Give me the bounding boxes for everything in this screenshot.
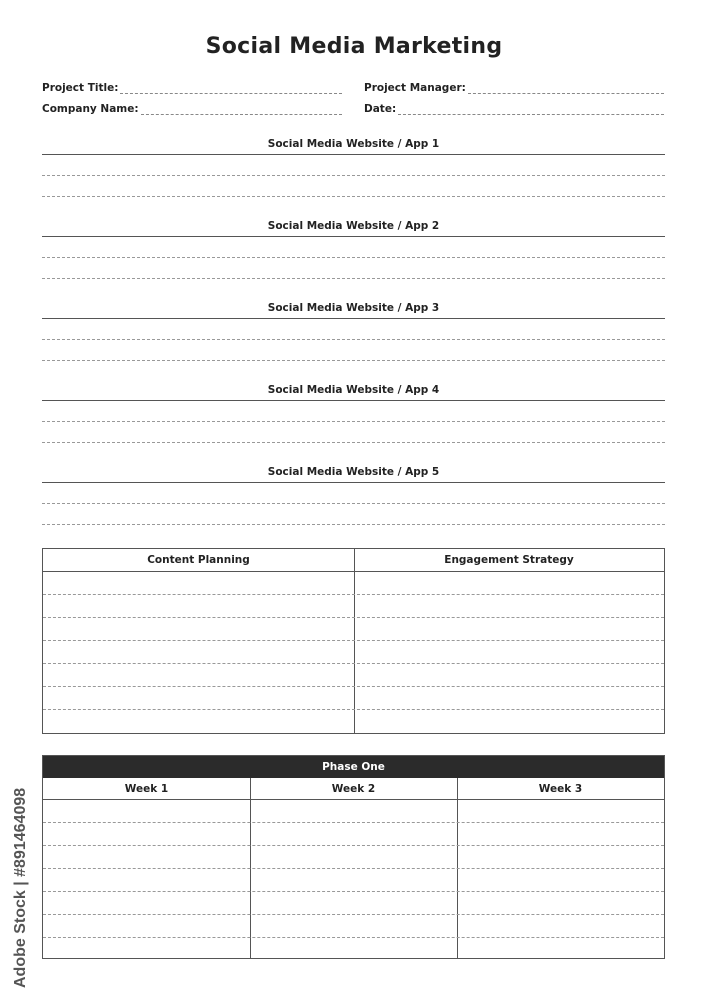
watermark-text: Adobe Stock | #891464098 — [12, 787, 29, 988]
table-row[interactable] — [43, 686, 664, 687]
phase-title: Phase One — [43, 756, 664, 778]
writing-line[interactable] — [42, 442, 665, 443]
writing-line[interactable] — [42, 524, 665, 525]
stock-watermark — [8, 760, 34, 990]
engagement-strategy-header: Engagement Strategy — [444, 554, 574, 566]
week-2-header: Week 2 — [331, 783, 376, 795]
week-3-header: Week 3 — [538, 783, 583, 795]
table-row[interactable] — [43, 663, 664, 664]
writing-line[interactable] — [42, 503, 665, 504]
company-name-line[interactable] — [141, 104, 342, 115]
section-title-4: Social Media Website / App 4 — [267, 384, 440, 396]
section-title-1: Social Media Website / App 1 — [267, 138, 440, 150]
writing-line[interactable] — [42, 175, 665, 176]
table-row[interactable] — [43, 709, 664, 710]
table-row[interactable] — [43, 891, 664, 892]
writing-line[interactable] — [42, 257, 665, 258]
date-field[interactable] — [364, 101, 664, 115]
section-1-rule — [42, 154, 665, 155]
section-3-rule — [42, 318, 665, 319]
section-5-rule — [42, 482, 665, 483]
planning-table — [42, 548, 665, 734]
section-4-rule — [42, 400, 665, 401]
table-row[interactable] — [43, 914, 664, 915]
company-name-field[interactable] — [42, 101, 342, 115]
page-title: Social Media Marketing — [205, 34, 503, 59]
date-line[interactable] — [398, 104, 664, 115]
column-divider — [354, 549, 355, 733]
writing-line[interactable] — [42, 421, 665, 422]
project-manager-line[interactable] — [468, 83, 664, 94]
writing-line[interactable] — [42, 360, 665, 361]
project-title-label: Project Title: — [42, 82, 119, 94]
company-name-label: Company Name: — [42, 103, 139, 115]
writing-line[interactable] — [42, 196, 665, 197]
writing-line[interactable] — [42, 278, 665, 279]
project-title-field[interactable] — [42, 80, 342, 94]
table-row[interactable] — [43, 617, 664, 618]
table-row[interactable] — [43, 845, 664, 846]
section-title-3: Social Media Website / App 3 — [267, 302, 440, 314]
section-2-rule — [42, 236, 665, 237]
week-1-header: Week 1 — [124, 783, 169, 795]
table-row[interactable] — [43, 594, 664, 595]
section-title-5: Social Media Website / App 5 — [267, 466, 440, 478]
header-divider — [43, 799, 664, 800]
project-manager-label: Project Manager: — [364, 82, 466, 94]
table-row[interactable] — [43, 640, 664, 641]
project-title-line[interactable] — [120, 83, 342, 94]
section-title-2: Social Media Website / App 2 — [267, 220, 440, 232]
content-planning-header: Content Planning — [147, 554, 250, 566]
phase-table — [42, 755, 665, 959]
table-row[interactable] — [43, 822, 664, 823]
date-label: Date: — [364, 103, 397, 115]
header-divider — [43, 571, 664, 572]
writing-line[interactable] — [42, 339, 665, 340]
table-row[interactable] — [43, 937, 664, 938]
project-manager-field[interactable] — [364, 80, 664, 94]
table-row[interactable] — [43, 868, 664, 869]
